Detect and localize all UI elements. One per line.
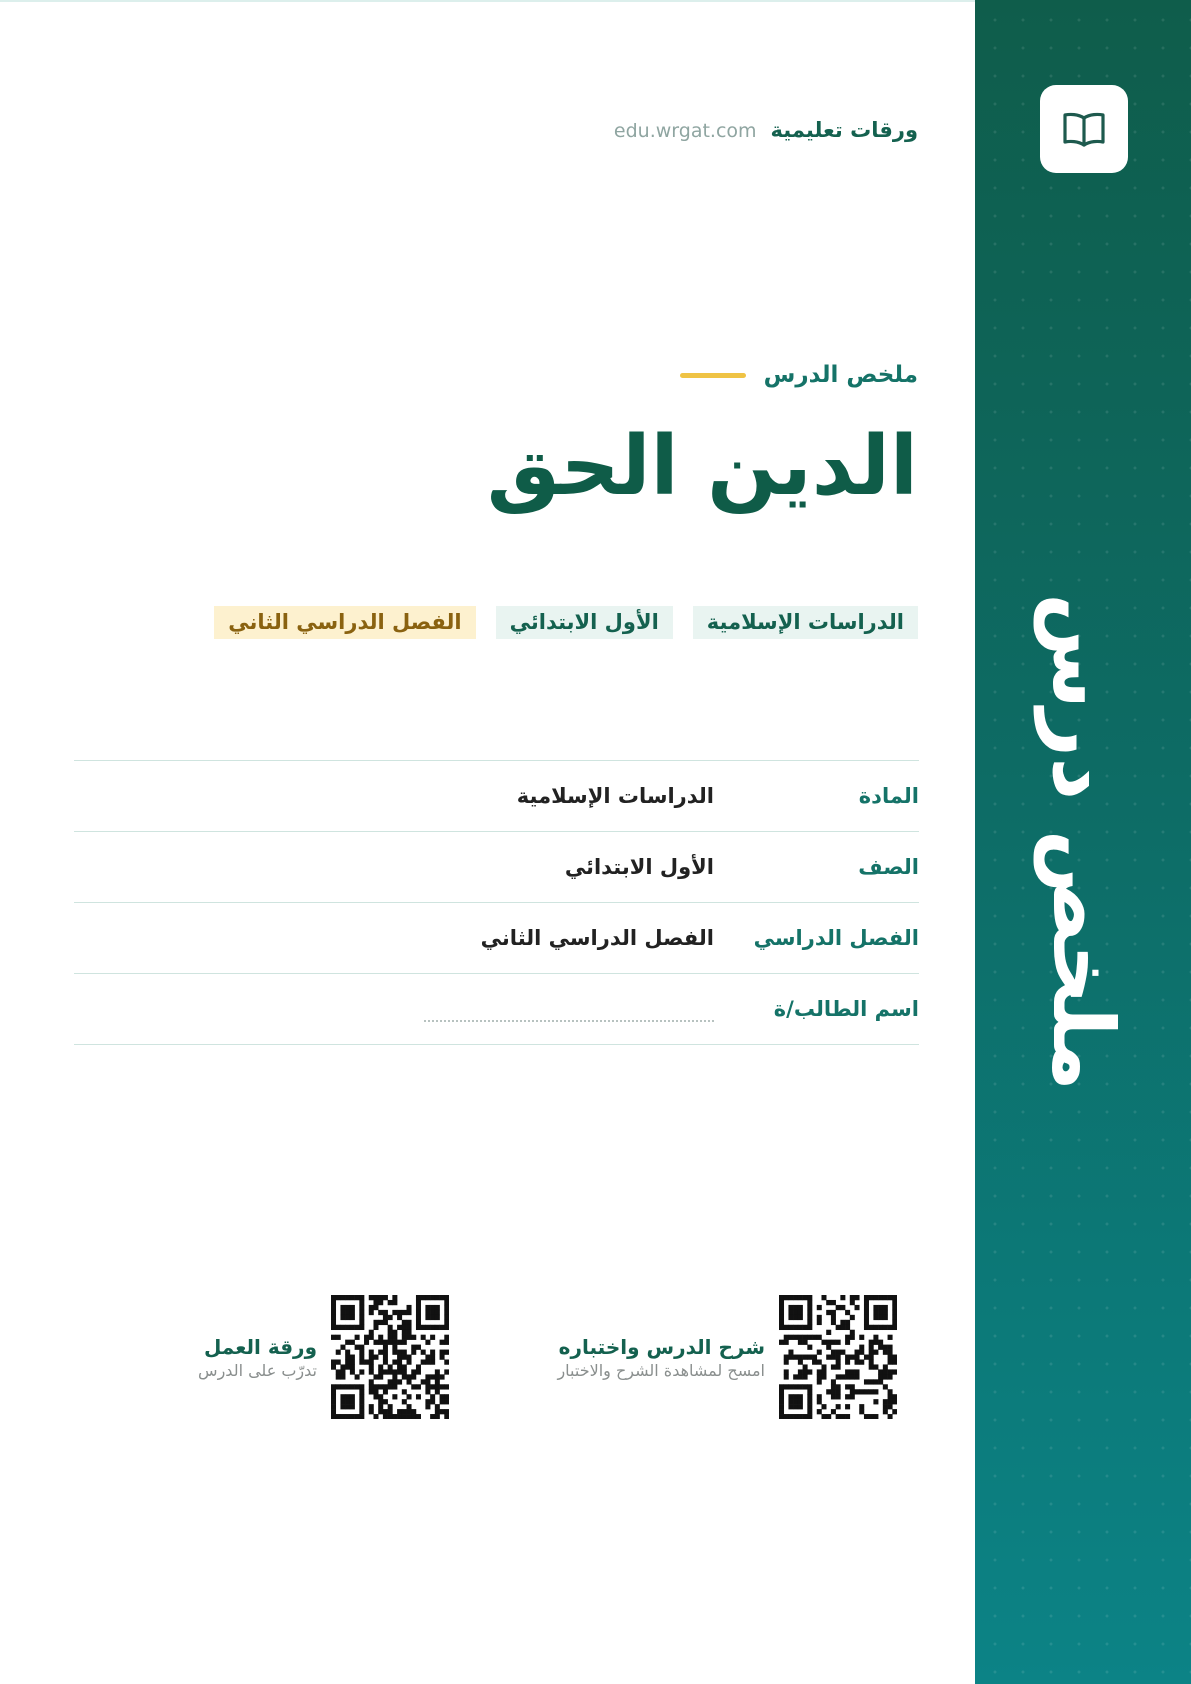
logo [1040,85,1128,173]
info-value: الفصل الدراسي الثاني [480,926,714,950]
lesson-tags [214,606,918,639]
open-book-icon [1061,109,1107,149]
info-label: المادة [858,784,919,808]
info-row-grade [74,832,919,903]
info-row-subject [74,761,919,832]
info-table [74,760,919,1045]
lesson-title: الدين الحق [486,419,918,514]
info-label: اسم الطالب/ة [773,997,919,1021]
qr-block-worksheet [198,1295,449,1419]
info-row-student-name [74,974,919,1045]
brand-name: ورقات تعليمية [770,118,918,142]
lesson-eyebrow [680,362,918,388]
info-value: الدراسات الإسلامية [516,784,714,808]
brand-url[interactable]: edu.wrgat.com [613,120,757,142]
info-label: الصف [858,855,919,879]
sidebar [975,0,1191,1684]
qr-code-icon[interactable] [779,1295,897,1419]
info-row-semester [74,903,919,974]
tag-semester: الفصل الدراسي الثاني [214,606,475,639]
eyebrow-text: ملخص الدرس [763,362,918,388]
tag-subject: الدراسات الإسلامية [693,606,918,639]
qr-code-icon[interactable] [331,1295,449,1419]
qr-title: شرح الدرس واختباره [558,1334,765,1359]
info-value: الأول الابتدائي [564,855,714,879]
qr-text [198,1335,317,1380]
student-name-field[interactable] [424,1006,714,1022]
eyebrow-accent-line [680,373,746,378]
sidebar-title: ملخص درس [1034,592,1132,1092]
tag-grade: الأول الابتدائي [496,606,673,639]
qr-text [557,1335,765,1380]
qr-subtitle: تدرّب على الدرس [198,1360,317,1380]
top-divider [0,0,975,2]
qr-block-explanation [557,1295,897,1419]
info-label: الفصل الدراسي [753,926,919,950]
qr-title: ورقة العمل [203,1334,317,1359]
brand-header [614,118,918,142]
qr-subtitle: امسح لمشاهدة الشرح والاختبار [557,1360,765,1380]
